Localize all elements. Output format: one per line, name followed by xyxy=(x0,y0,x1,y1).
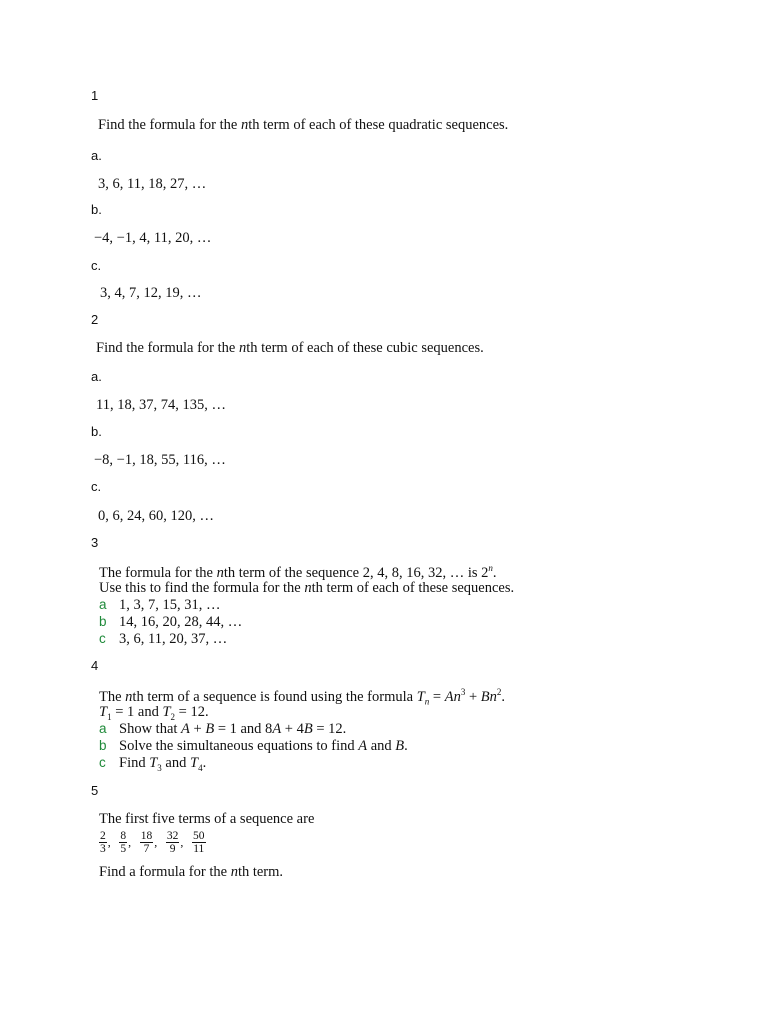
question-number-1: 1 xyxy=(91,88,99,103)
q3-part-a-label: a xyxy=(99,597,107,612)
question-2-prompt: Find the formula for the nth term of each of these cubic sequences. xyxy=(96,340,484,356)
q3-part-c: c 3, 6, 11, 20, 37, … xyxy=(99,631,228,647)
q2-part-b-sequence: −8, −1, 18, 55, 116, … xyxy=(94,452,226,468)
q2-part-a-sequence: 11, 18, 37, 74, 135, … xyxy=(96,397,226,413)
question-4-line-1: The nth term of a sequence is found using the formula $T_n = An^3 + Bn^2$. xyxy=(99,687,506,707)
q5-fraction-list: $\frac{2}{3}$ , $\frac{8}{5}$ , $\frac{18}{7}$ , $\frac{32}{9}$ , $\frac{50}{11}$ xyxy=(100,830,205,855)
q4-part-b-label: b xyxy=(99,738,107,753)
q2-part-b-label: b. xyxy=(91,424,102,439)
fraction-3: $\frac{18}{7}$ xyxy=(140,830,153,855)
question-3-line-2: Use this to find the formula for the nth term of each of these sequences. xyxy=(99,580,515,596)
fraction-2: $\frac{8}{5}$ xyxy=(120,830,127,855)
q4-part-b: b Solve the simultaneous equations to find A and B. xyxy=(99,738,408,754)
q1-part-c-label: c. xyxy=(91,258,102,273)
question-4-line-2: $T_1 = 1$ and $T_2 = 12$. xyxy=(99,704,209,722)
q1-part-b-label: b. xyxy=(91,202,102,217)
q1-part-a-label: a. xyxy=(91,148,102,163)
q3-part-b: b 14, 16, 20, 28, 44, … xyxy=(99,614,243,630)
q3-part-a: a 1, 3, 7, 15, 31, … xyxy=(99,597,221,613)
q1-part-c-sequence: 3, 4, 7, 12, 19, … xyxy=(100,285,202,301)
q1-part-b-sequence: −4, −1, 4, 11, 20, … xyxy=(94,230,212,246)
q2-part-a-label: a. xyxy=(91,369,102,384)
q2-part-c-sequence: 0, 6, 24, 60, 120, … xyxy=(98,508,214,524)
q4-part-c: c Find $T_3$ and $T_4$. xyxy=(99,755,207,773)
fraction-1: $\frac{2}{3}$ xyxy=(100,830,106,855)
question-number-2: 2 xyxy=(91,312,99,327)
question-number-3: 3 xyxy=(91,535,99,550)
question-5-intro: The first five terms of a sequence are xyxy=(99,811,315,827)
question-1-prompt: Find the formula for the nth term of each of these quadratic sequences. xyxy=(98,117,509,133)
q4-part-a-label: a xyxy=(99,721,107,736)
question-5-final: Find a formula for the nth term. xyxy=(99,864,284,880)
q3-part-b-label: b xyxy=(99,614,107,629)
fraction-5: $\frac{50}{11}$ xyxy=(193,830,205,855)
q4-part-a: a Show that A + B = 1 and 8A + 4B = 12. xyxy=(99,721,347,737)
question-number-5: 5 xyxy=(91,783,99,798)
question-number-4: 4 xyxy=(91,658,99,673)
question-3-line-1: The formula for the nth term of the sequence 2, 4, 8, 16, 32, … is 2$^n$. xyxy=(99,563,497,581)
q2-part-c-label: c. xyxy=(91,479,102,494)
fraction-4: $\frac{32}{9}$ xyxy=(166,830,179,855)
q4-part-c-label: c xyxy=(99,755,106,770)
q1-part-a-sequence: 3, 6, 11, 18, 27, … xyxy=(98,176,207,192)
q3-part-c-label: c xyxy=(99,631,106,646)
